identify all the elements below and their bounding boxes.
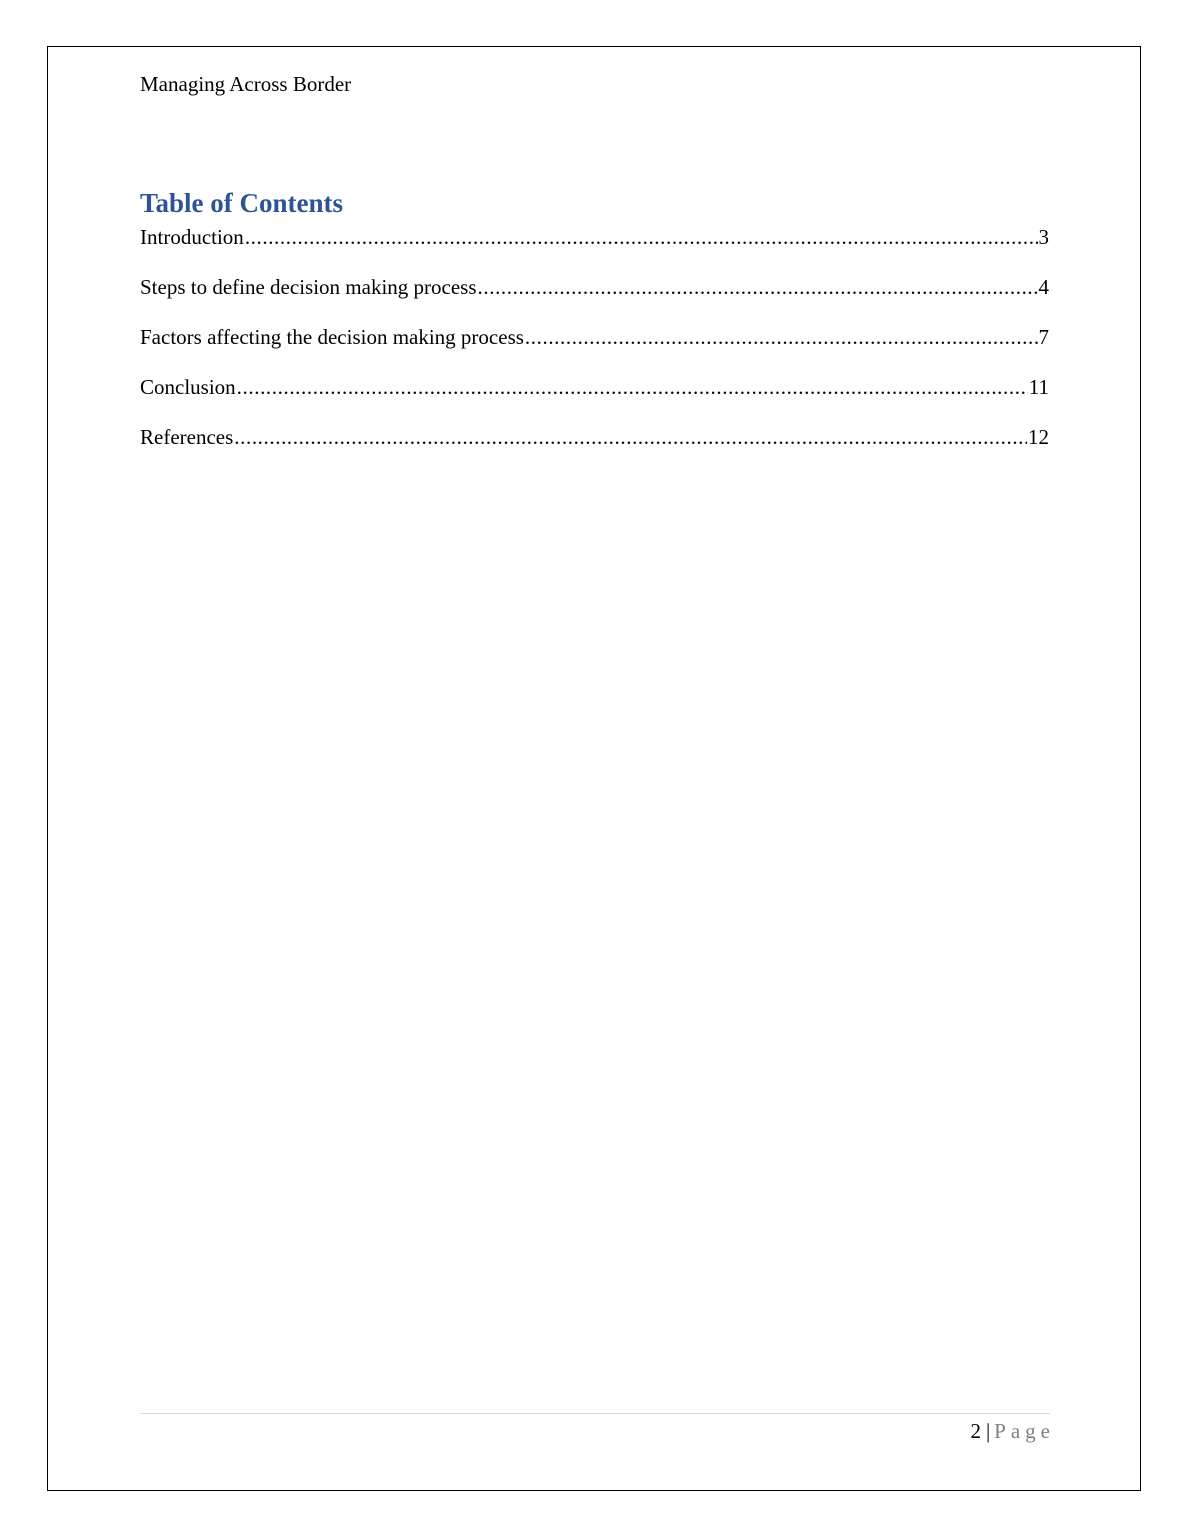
toc-entry-label: Factors affecting the decision making process <box>140 325 524 349</box>
footer-divider <box>140 1413 1050 1414</box>
toc-entry-label: Introduction <box>140 225 244 249</box>
toc-entry-page: 4 <box>1038 275 1049 299</box>
page-word: Page <box>994 1419 1055 1443</box>
toc-list <box>140 223 1049 473</box>
toc-entry-page: 7 <box>1038 325 1049 349</box>
toc-entry-conclusion[interactable] <box>140 373 1049 423</box>
toc-entry-factors[interactable] <box>140 323 1049 373</box>
toc-entry-page: 12 <box>1028 425 1049 449</box>
page-number: 2 <box>970 1419 981 1443</box>
toc-dot-leader <box>237 373 1028 401</box>
toc-entry-page: 11 <box>1028 375 1049 399</box>
toc-entry-introduction[interactable] <box>140 223 1049 273</box>
toc-entry-page: 3 <box>1038 225 1049 249</box>
page-footer <box>970 1417 1055 1445</box>
footer-separator: | <box>985 1419 991 1443</box>
toc-entry-label: Conclusion <box>140 375 236 399</box>
toc-entry-label: References <box>140 425 234 449</box>
toc-entry-references[interactable] <box>140 423 1049 473</box>
running-header: Managing Across Border <box>140 72 352 96</box>
toc-dot-leader <box>245 223 1038 251</box>
toc-entry-label: Steps to define decision making process <box>140 275 477 299</box>
toc-heading: Table of Contents <box>140 188 344 218</box>
toc-entry-steps[interactable] <box>140 273 1049 323</box>
toc-dot-leader <box>478 273 1038 301</box>
toc-dot-leader <box>234 423 1027 451</box>
toc-dot-leader <box>525 323 1038 351</box>
